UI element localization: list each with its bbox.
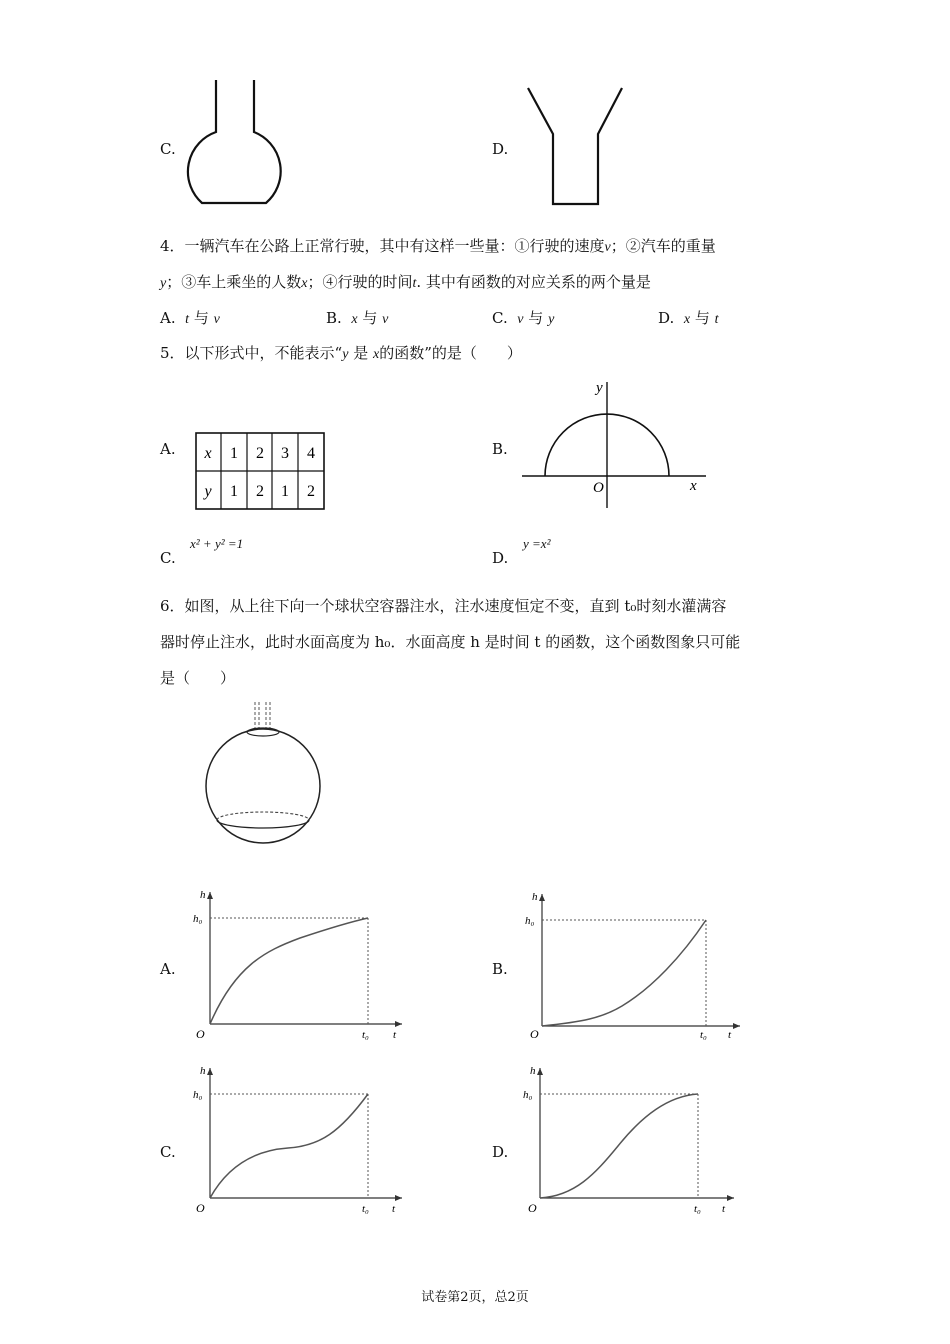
svg-text:O: O [196, 1027, 205, 1041]
svg-text:t₀: t₀ [362, 1029, 369, 1041]
svg-text:O: O [196, 1201, 205, 1215]
q4-option-b[interactable]: B. x 与 v [326, 309, 389, 327]
svg-text:h: h [532, 891, 538, 903]
curve [542, 920, 706, 1026]
q5-option-d-label: D. [492, 549, 509, 567]
table-cell: 2 [256, 445, 264, 462]
svg-text:h₀: h₀ [193, 913, 203, 925]
q6-stem-line3: 是（ ） [160, 669, 236, 687]
svg-text:h: h [200, 1065, 206, 1077]
curve [540, 1094, 698, 1198]
q5-option-b-label: B. [492, 440, 508, 458]
q5-option-c-label: C. [160, 549, 176, 567]
q4-option-c[interactable]: C. v 与 y [492, 309, 555, 327]
graph-c[interactable] [190, 1062, 410, 1222]
table-cell: 2 [256, 483, 264, 500]
svg-text:h₀: h₀ [193, 1089, 203, 1101]
page-footer: 试卷第2页，总2页 [421, 1290, 529, 1305]
table-cell: y [204, 483, 212, 500]
table-cell: 1 [230, 483, 238, 500]
table-cell: x [204, 445, 212, 462]
curve [210, 1094, 368, 1198]
q4-option-d[interactable]: D. x 与 t [658, 309, 719, 327]
table-cell: 3 [281, 445, 289, 462]
q6-option-a-label: A. [160, 960, 176, 978]
q6-option-b-label: B. [492, 960, 508, 978]
svg-text:h: h [200, 889, 206, 901]
table-cell: 1 [230, 445, 238, 462]
table-cell: 2 [307, 483, 315, 500]
q4-stem-line1: 4．一辆汽车在公路上正常行驶，其中有这样一些量：①行驶的速度v；②汽车的重量 [160, 237, 716, 255]
funnel-shape-d [526, 86, 624, 206]
svg-text:h₀: h₀ [525, 915, 535, 927]
svg-text:O: O [530, 1027, 539, 1041]
q6-stem-line1: 6．如图，从上往下向一个球状空容器注水，注水速度恒定不变，直到 t₀时刻水灌满容 [160, 597, 727, 615]
origin-label: O [593, 480, 604, 496]
svg-text:O: O [528, 1201, 537, 1215]
svg-text:t₀: t₀ [700, 1029, 707, 1041]
semicircle-graph [520, 378, 710, 510]
q6-stem-line2: 器时停止注水，此时水面高度为 h₀．水面高度 h 是时间 t 的函数，这个函数图象只可能 [160, 633, 741, 651]
q5-option-d-formula: y =x² [523, 536, 551, 551]
svg-text:t: t [393, 1029, 397, 1041]
table-cell: 4 [307, 445, 315, 462]
q6-option-d-label: D. [492, 1143, 509, 1161]
option-c-label: C. [160, 140, 176, 158]
svg-text:h: h [530, 1065, 536, 1077]
q5-value-table [195, 432, 325, 510]
svg-text:t: t [392, 1203, 396, 1215]
curve [210, 918, 368, 1024]
q5-option-c-formula: x² + y² =1 [190, 536, 244, 551]
svg-text:t₀: t₀ [362, 1203, 369, 1215]
q5-option-a-label: A. [160, 440, 176, 458]
y-axis-label: y [596, 380, 603, 396]
table-cell: 1 [281, 483, 289, 500]
svg-text:t₀: t₀ [694, 1203, 701, 1215]
svg-text:h₀: h₀ [523, 1089, 533, 1101]
option-d-label: D. [492, 140, 509, 158]
svg-text:t: t [722, 1203, 726, 1215]
graph-b[interactable] [522, 888, 742, 1048]
q6-option-c-label: C. [160, 1143, 176, 1161]
graph-a[interactable] [190, 886, 410, 1046]
q4-option-a[interactable]: A. t 与 v [160, 309, 220, 327]
svg-text:t: t [728, 1029, 732, 1041]
q5-stem: 5．以下形式中，不能表示“y 是 x的函数”的是（ ） [160, 344, 522, 362]
q4-stem-line2: y；③车上乘坐的人数x；④行驶的时间t. 其中有函数的对应关系的两个量是 [160, 273, 651, 291]
graph-d[interactable] [520, 1062, 740, 1222]
sphere-container-figure [200, 700, 330, 850]
flask-shape-c [190, 80, 282, 206]
x-axis-label: x [690, 478, 697, 494]
